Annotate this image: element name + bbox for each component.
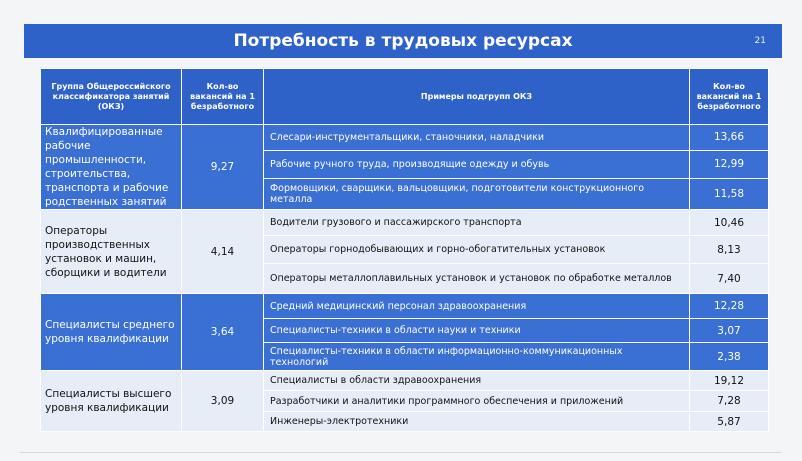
subgroup-name: Средний медицинский персонал здравоохранения (264, 294, 690, 319)
table-row (41, 371, 769, 391)
subgroup-name: Разработчики и аналитики программного обеспечения и приложений (264, 391, 690, 412)
subgroup-name: Инженеры-электротехники (264, 412, 690, 432)
table-row (41, 294, 769, 319)
group-coefficient: 3,09 (182, 371, 264, 432)
subgroup-value: 7,40 (690, 264, 769, 294)
group-coefficient: 3,64 (182, 294, 264, 371)
column-header-subgroup-coefficient: Кол-во вакансий на 1 безработного (690, 69, 769, 125)
subgroup-name: Водители грузового и пассажирского транспорта (264, 210, 690, 236)
subgroup-value: 12,28 (690, 294, 769, 319)
subgroup-name: Специалисты-техники в области науки и техники (264, 319, 690, 343)
group-name: Специалисты высшего уровня квалификации (41, 371, 182, 432)
column-header-subgroups: Примеры подгрупп ОКЗ (264, 69, 690, 125)
subgroup-value: 7,28 (690, 391, 769, 412)
column-header-group: Группа Общероссийского классификатора занятий (ОКЗ) (41, 69, 182, 125)
subgroup-name: Операторы горнодобывающих и горно-обогатительных установок (264, 236, 690, 264)
subgroup-value: 19,12 (690, 371, 769, 391)
subgroup-value: 12,99 (690, 150, 769, 179)
subgroup-value: 3,07 (690, 319, 769, 343)
subgroup-name: Слесари-инструментальщики, станочники, наладчики (264, 125, 690, 151)
group-name: Специалисты среднего уровня квалификации (41, 294, 182, 371)
subgroup-value: 11,58 (690, 179, 769, 210)
subgroup-value: 2,38 (690, 343, 769, 371)
subgroup-value: 5,87 (690, 412, 769, 432)
column-header-coefficient: Кол-во вакансий на 1 безработного (182, 69, 264, 125)
table-header-row (41, 69, 769, 125)
group-name: Операторы производственных установок и машин, сборщики и водители (41, 210, 182, 294)
okz-table (40, 68, 769, 432)
slide-header (24, 24, 782, 58)
subgroup-name: Рабочие ручного труда, производящие одежду и обувь (264, 150, 690, 179)
slide-title: Потребность в трудовых ресурсах (233, 31, 573, 51)
table-row (41, 125, 769, 151)
group-coefficient: 9,27 (182, 125, 264, 210)
group-name: Квалифицированные рабочие промышленности, строительства, транспорта и рабочие родственных занятий (41, 125, 182, 210)
subgroup-value: 10,46 (690, 210, 769, 236)
subgroup-name: Специалисты в области здравоохранения (264, 371, 690, 391)
subgroup-value: 13,66 (690, 125, 769, 151)
page-number: 21 (754, 36, 766, 46)
subgroup-name: Операторы металлоплавильных установок и установок по обработке металлов (264, 264, 690, 294)
subgroup-value: 8,13 (690, 236, 769, 264)
subgroup-name: Специалисты-техники в области информационно-коммуникационных технологий (264, 343, 690, 371)
bottom-divider (20, 452, 782, 453)
group-coefficient: 4,14 (182, 210, 264, 294)
subgroup-name: Формовщики, сварщики, вальцовщики, подготовители конструкционного металла (264, 179, 690, 210)
table-row (41, 210, 769, 236)
